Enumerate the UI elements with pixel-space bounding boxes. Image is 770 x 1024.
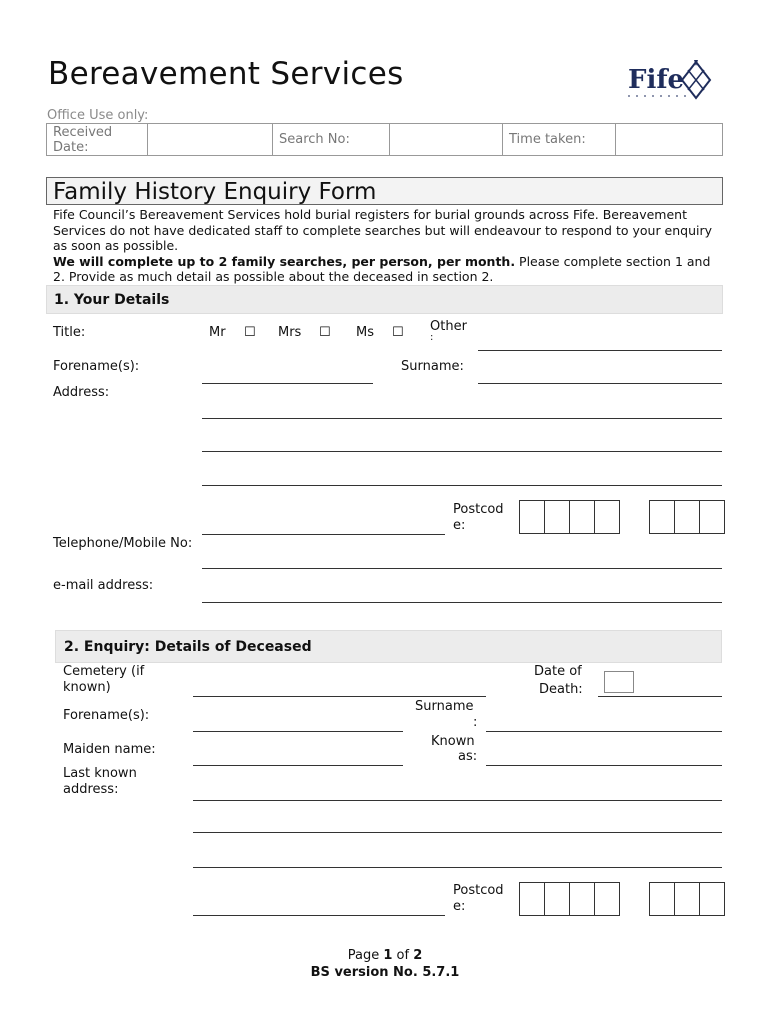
received-date-label: Received Date: — [47, 124, 148, 156]
search-no-field[interactable] — [390, 124, 503, 156]
intro-instructions: Please complete section 1 and 2. Provide as much detail as possible about the deceased in section 2. — [53, 253, 711, 284]
address-line-4[interactable] — [202, 534, 445, 535]
page-of: of — [396, 948, 410, 963]
mrs-checkbox[interactable]: ☐ — [319, 325, 331, 340]
address-line-2[interactable] — [202, 451, 722, 452]
postcode-boxes-inward[interactable] — [650, 500, 725, 534]
title-mrs-label: Mrs — [278, 325, 302, 340]
page-number — [0, 948, 770, 963]
search-no-label: Search No: — [273, 124, 390, 156]
cemetery-label: Cemetery (if known) — [63, 664, 145, 695]
address-line-1[interactable] — [202, 418, 722, 419]
postcode-box[interactable] — [594, 500, 620, 534]
deceased-postcode-label-part1: Postcod — [453, 883, 504, 898]
date-of-death-label-part1: Date of — [534, 664, 582, 679]
page-prefix: Page — [347, 948, 380, 963]
surname-label: Surname: — [401, 359, 464, 374]
intro-bold-note: We will complete up to 2 family searches, per person, per month. — [53, 253, 516, 269]
date-of-death-input[interactable] — [598, 696, 722, 697]
ms-checkbox[interactable]: ☐ — [392, 325, 404, 340]
postcode-box[interactable] — [569, 882, 595, 916]
address-label: Address: — [53, 385, 110, 400]
deceased-surname-label-part2: : — [473, 715, 478, 730]
postcode-box[interactable] — [699, 882, 725, 916]
email-input[interactable] — [202, 602, 722, 603]
forenames-input[interactable] — [202, 383, 373, 384]
deceased-surname-input[interactable] — [486, 731, 722, 732]
date-of-death-label-part2: Death: — [539, 682, 583, 697]
last-address-line-1[interactable] — [193, 800, 722, 801]
deceased-postcode-boxes-outward[interactable] — [520, 882, 620, 916]
date-of-death-box[interactable] — [604, 671, 634, 693]
postcode-box[interactable] — [649, 882, 675, 916]
postcode-boxes-outward[interactable] — [520, 500, 620, 534]
deceased-postcode-label-part2: e: — [453, 899, 466, 914]
postcode-box[interactable] — [699, 500, 725, 534]
postcode-box[interactable] — [544, 882, 570, 916]
maiden-name-label: Maiden name: — [63, 742, 156, 757]
last-address-line-4[interactable] — [193, 915, 445, 916]
title-other-colon: : — [430, 332, 434, 343]
received-date-field[interactable] — [148, 124, 273, 156]
section-2-heading: 2. Enquiry: Details of Deceased — [55, 630, 722, 663]
postcode-box[interactable] — [674, 500, 700, 534]
postcode-box[interactable] — [544, 500, 570, 534]
section-1-heading: 1. Your Details — [46, 285, 723, 314]
postcode-box[interactable] — [519, 500, 545, 534]
deceased-forenames-input[interactable] — [193, 731, 403, 732]
title-mr-label: Mr — [209, 325, 226, 340]
intro-paragraph: Fife Council’s Bereavement Services hold burial registers for burial grounds across Fife. Bereavement Services do not have dedicated staff to complete searches but will endeavour to respond to your enquiry as soon as possible. — [53, 207, 713, 253]
postcode-box[interactable] — [649, 500, 675, 534]
page-total: 2 — [413, 948, 423, 963]
title-label: Title: — [53, 325, 86, 340]
fife-council-logo — [628, 58, 720, 100]
postcode-box[interactable] — [674, 882, 700, 916]
postcode-box[interactable] — [519, 882, 545, 916]
telephone-label: Telephone/Mobile No: — [53, 536, 193, 551]
logo-text: Fife — [628, 65, 685, 95]
mr-checkbox[interactable]: ☐ — [244, 325, 256, 340]
email-label: e-mail address: — [53, 578, 154, 593]
form-title: Family History Enquiry Form — [46, 177, 723, 205]
postcode-label-part2: e: — [453, 518, 466, 533]
deceased-forenames-label: Forename(s): — [63, 708, 150, 723]
page-title: Bereavement Services — [48, 56, 404, 92]
office-use-table — [46, 123, 723, 156]
forenames-label: Forename(s): — [53, 359, 140, 374]
title-ms-label: Ms — [356, 325, 374, 340]
surname-input[interactable] — [478, 383, 722, 384]
postcode-box[interactable] — [594, 882, 620, 916]
maiden-name-input[interactable] — [193, 765, 403, 766]
time-taken-field[interactable] — [616, 124, 723, 156]
known-as-label-part2: as: — [458, 749, 478, 764]
version-label: BS version No. 5.7.1 — [310, 965, 460, 980]
cemetery-input[interactable] — [193, 696, 486, 697]
postcode-label-part1: Postcod — [453, 502, 504, 517]
deceased-surname-label-part1: Surname — [415, 699, 474, 714]
title-other-input[interactable] — [478, 350, 722, 351]
postcode-box[interactable] — [569, 500, 595, 534]
last-address-line-3[interactable] — [193, 867, 722, 868]
deceased-postcode-boxes-inward[interactable] — [650, 882, 725, 916]
address-line-3[interactable] — [202, 485, 722, 486]
time-taken-label: Time taken: — [503, 124, 616, 156]
known-as-input[interactable] — [486, 765, 722, 766]
intro-text — [53, 207, 718, 285]
page-current: 1 — [383, 948, 393, 963]
known-as-label-part1: Known — [431, 734, 475, 749]
last-known-address-label: Last known address: — [63, 766, 137, 797]
last-address-line-2[interactable] — [193, 832, 722, 833]
title-other-label: Other — [430, 319, 467, 334]
telephone-input[interactable] — [202, 568, 722, 569]
office-use-label: Office Use only: — [47, 108, 149, 123]
